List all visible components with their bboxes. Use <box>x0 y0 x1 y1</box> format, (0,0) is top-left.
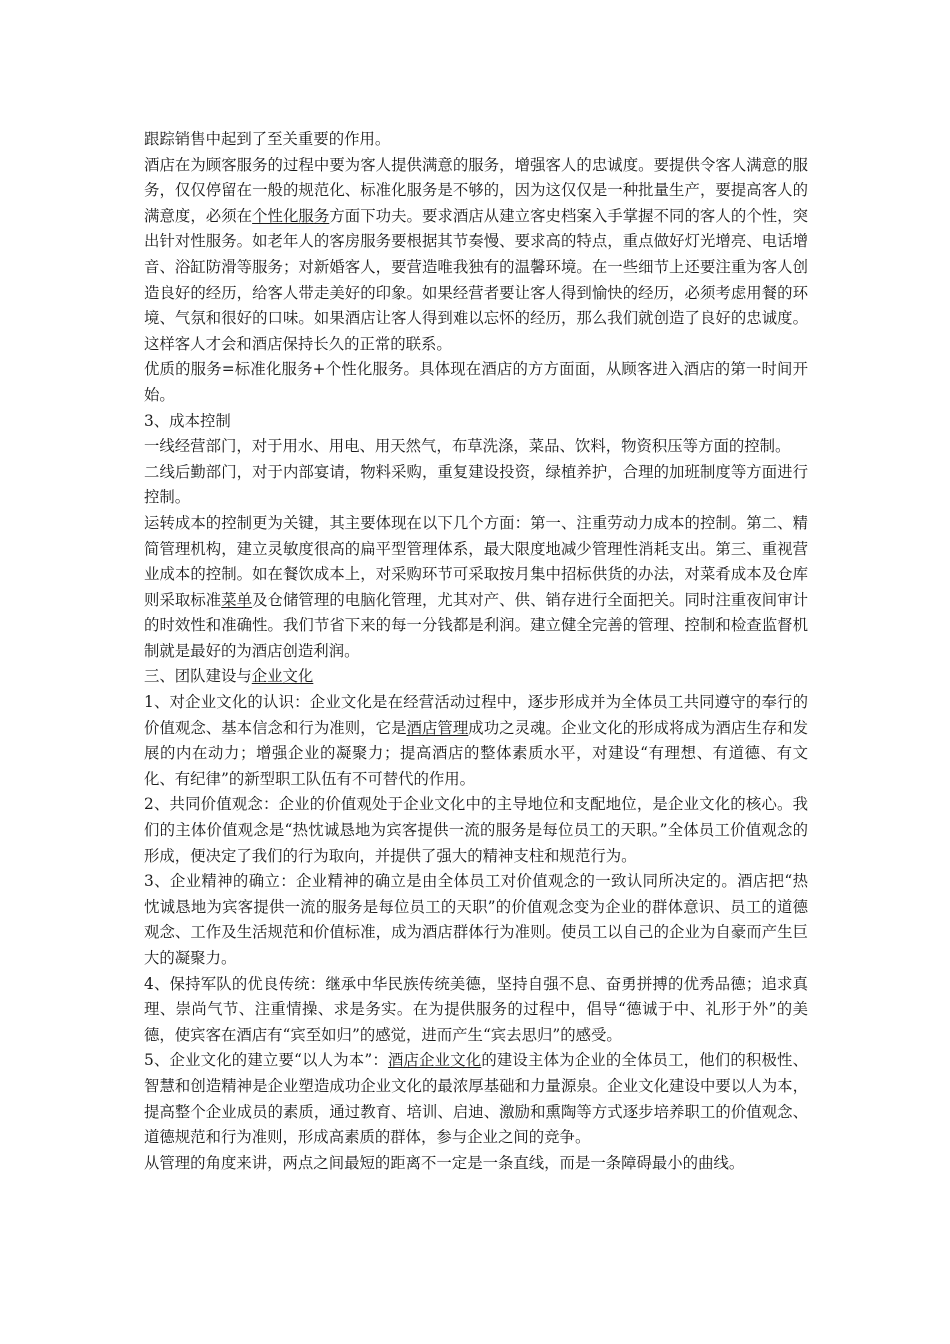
paragraph-text: 方面下功夫。要求酒店从建立客史档案入手掌握不同的客人的个性，突出针对性服务。如老年人的客房服务要根据其节奏慢、要求高的特点，重点做好灯光增亮、电话增音、浴缸防滑等服务；对新婚客人，要营造唯我独有的温馨环境。在一些细节上还要注重为客人创造良好的经历，给客人带走美好的印象。如果经营者要让客人得到愉快的经历，必须考虑用餐的环境、气氛和很好的口味。如果酒店让客人得到难以忘怀的经历，那么我们就创造了良好的忠诚度。这样客人才会和酒店保持长久的正常的联系。 <box>144 206 808 353</box>
paragraph-text: 成功之灵魂。企业文化的形成将成为酒店生存和发展的内在动力；增强企业的凝聚力；提高酒店的整体素质水平，对建设“有理想、有道德、有文化、有纪律”的新型职工队伍有不可替代的作用。 <box>144 718 808 788</box>
hyperlink-text[interactable]: 酒店企业文化 <box>387 1051 482 1070</box>
body-paragraph <box>144 511 808 665</box>
paragraph-text: 一线经营部门，对于用水、用电、用天然气，布草洗涤，菜品、饮料，物资积压等方面的控制。 <box>144 437 791 456</box>
body-paragraph <box>144 792 808 869</box>
body-paragraph <box>144 153 808 358</box>
paragraph-text: 跟踪销售中起到了至关重要的作用。 <box>144 130 391 148</box>
body-paragraph <box>144 357 808 408</box>
body-paragraph <box>144 972 808 1049</box>
paragraph-text: 2、共同价值观念：企业的价值观处于企业文化中的主导地位和支配地位，是企业文化的核心。我们的主体价值观念是“热忱诚恳地为宾客提供一流的服务是每位员工的天职。”全体员工价值观念的形成，便决定了我们的行为取向，并提供了强大的精神支柱和规范行为。 <box>144 795 808 865</box>
paragraph-text: 二线后勤部门，对于内部宴请，物料采购，重复建设投资，绿植养护，合理的加班制度等方面进行控制。 <box>144 462 808 507</box>
body-paragraph <box>144 409 808 435</box>
paragraph-text: 的建设主体为企业的全体员工，他们的积极性、智慧和创造精神是企业塑造成功企业文化的最浓厚基础和力量源泉。企业文化建设中要以人为本，提高整个企业成员的素质，通过教育、培训、启迪、激励和熏陶等方式逐步培养职工的价值观念、道德规范和行为准则，形成高素质的群体，参与企业之间的竞争。 <box>144 1051 808 1147</box>
body-paragraph <box>144 690 808 792</box>
paragraph-text: 4、保持军队的优良传统：继承中华民族传统美德，坚持自强不息、奋勇拼搏的优秀品德；追求真理、崇尚气节、注重情操、求是务实。在为提供服务的过程中，倡导“德诚于中、礼形于外”的美德，使宾客在酒店有“宾至如归”的感觉，进而产生“宾去思归”的感受。 <box>144 974 808 1044</box>
paragraph-text: 三、团队建设与 <box>144 667 252 686</box>
body-paragraph <box>144 1151 808 1177</box>
paragraph-text: 5、企业文化的建立要“以人为本”： <box>144 1051 388 1070</box>
document-page <box>144 127 808 1176</box>
paragraph-text: 优质的服务=标准化服务+个性化服务。具体现在酒店的方方面面，从顾客进入酒店的第一时间开始。 <box>144 360 808 404</box>
hyperlink-text[interactable]: 菜单 <box>221 590 253 609</box>
paragraph-text: 1、对企业文化的认识：企业文化是在经营活动过程中，逐步形成并为全体员工共同遵守的奉行的价值观念、基本信念和行为准则，它是 <box>144 693 808 737</box>
hyperlink-text[interactable]: 企业文化 <box>251 667 314 686</box>
paragraph-text: 运转成本的控制更为关键，其主要体现在以下几个方面：第一、注重劳动力成本的控制。第二、精简管理机构，建立灵敏度很高的扁平型管理体系，最大限度地减少管理性消耗支出。第三、重视营业成本的控制。如在餐饮成本上，对采购环节可采取按月集中招标供货的办法，对菜肴成本及仓库则采取标准 <box>144 513 808 609</box>
hyperlink-text[interactable]: 个性化服务 <box>252 206 330 225</box>
paragraph-text: 酒店在为顾客服务的过程中要为客人提供满意的服务，增强客人的忠诚度。要提供令客人满意的服务，仅仅停留在一般的规范化、标准化服务是不够的，因为这仅仅是一种批量生产，要提高客人的满意度，必须在 <box>144 155 808 225</box>
paragraph-text: 及仓储管理的电脑化管理，尤其对产、供、销存进行全面把关。同时注重夜间审计的时效性和准确性。我们节省下来的每一分钱都是利润。建立健全完善的管理、控制和检查监督机制就是最好的为酒店创造利润。 <box>144 590 808 660</box>
body-paragraph <box>144 434 808 460</box>
body-paragraph <box>144 127 808 153</box>
paragraph-text: 从管理的角度来讲，两点之间最短的距离不一定是一条直线，而是一条障碍最小的曲线。 <box>144 1153 745 1172</box>
hyperlink-text[interactable]: 酒店管理 <box>406 718 469 737</box>
body-paragraph <box>144 1048 808 1150</box>
body-paragraph <box>144 460 808 511</box>
body-paragraph <box>144 869 808 971</box>
paragraph-text: 3、成本控制 <box>144 411 231 430</box>
body-paragraph <box>144 664 808 690</box>
paragraph-text: 3、企业精神的确立：企业精神的确立是由全体员工对价值观念的一致认同所决定的。酒店把“热忱诚恳地为宾客提供一流的服务是每位员工的天职”的价值观念变为企业的群体意识、员工的道德观念、工作及生活规范和价值标准，成为酒店群体行为准则。使员工以自己的企业为自豪而产生巨大的凝聚力。 <box>144 872 808 967</box>
